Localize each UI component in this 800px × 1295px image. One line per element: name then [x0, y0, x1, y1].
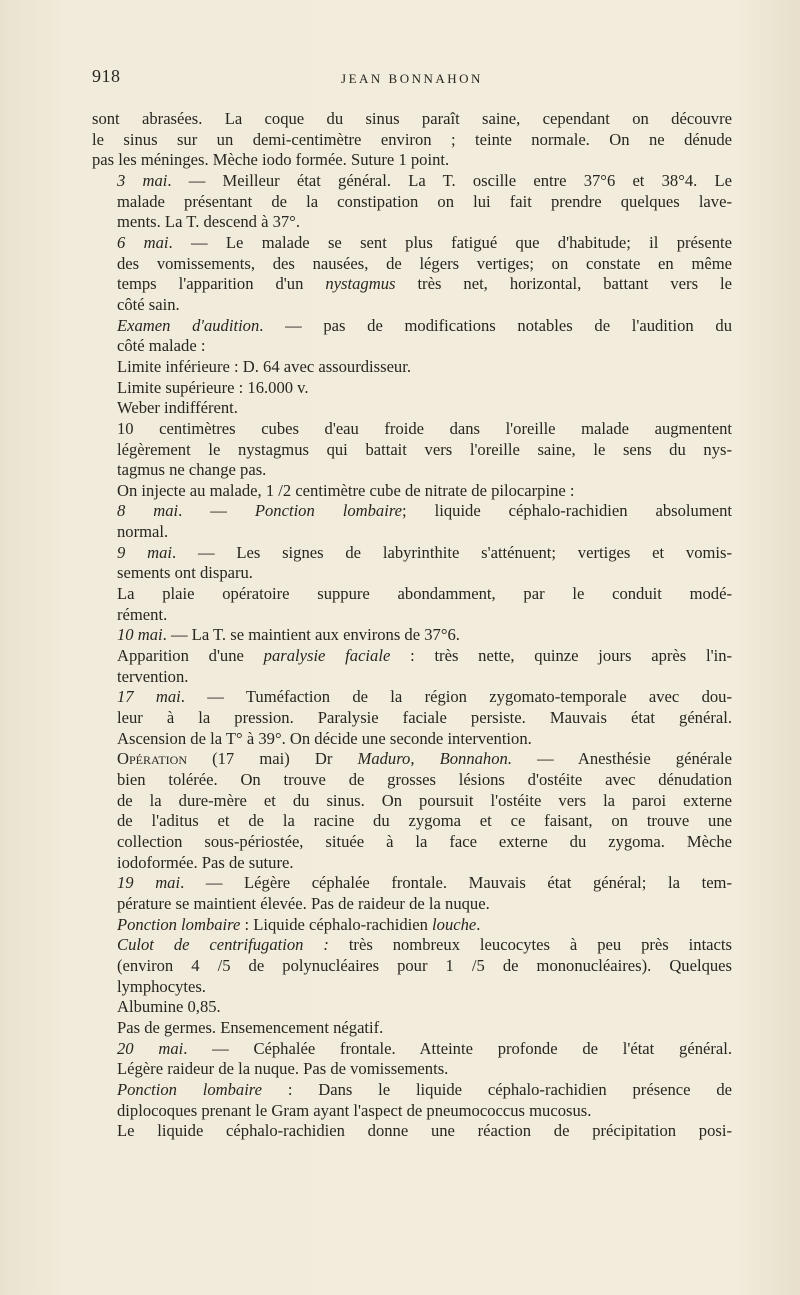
text-line: Weber indifférent. — [117, 398, 238, 418]
paragraph — [92, 1080, 732, 1121]
page-number: 918 — [92, 66, 121, 86]
text-line: Légère raideur de la nuque. Pas de vomissements. — [117, 1059, 449, 1079]
paragraph — [92, 873, 732, 914]
paragraph — [92, 1121, 732, 1142]
text-line: côté malade : — [117, 336, 206, 356]
text-line: 3 mai. — Meilleur état général. La T. oscille entre 37°6 et 38°4. Le — [117, 170, 732, 190]
text-line: diplocoques prenant le Gram ayant l'aspect de pneumococcus mucosus. — [117, 1100, 592, 1120]
text-line: normal. — [117, 522, 169, 542]
paragraph — [92, 935, 732, 997]
running-head: JEAN BONNAHON — [341, 71, 483, 86]
paragraph — [92, 481, 732, 502]
paragraph — [92, 1018, 732, 1039]
paragraph — [92, 1039, 732, 1080]
paragraph — [92, 584, 732, 625]
text-line: Culot de centrifugation : très nombreux leucocytes à peu près intacts — [117, 935, 732, 955]
text-line: 6 mai. — Le malade se sent plus fatigué que d'habitude; il présente — [117, 232, 732, 252]
paragraph — [92, 687, 732, 749]
paragraph — [92, 501, 732, 542]
text-line: Ascension de la T° à 39°. On décide une seconde intervention. — [117, 728, 532, 748]
text-line: Ponction lombaire : Dans le liquide céphalo-rachidien présence de — [117, 1079, 733, 1099]
text-line: On injecte au malade, 1 /2 centimètre cube de nitrate de pilocarpine : — [117, 480, 575, 500]
text-line: Examen d'audition. — pas de modifications notables de l'audition du — [117, 315, 732, 335]
paragraph — [92, 316, 732, 357]
text-line: Albumine 0,85. — [117, 997, 221, 1017]
paragraph — [92, 171, 732, 233]
text-line: Limite supérieure : 16.000 v. — [117, 377, 309, 397]
page-header — [92, 66, 732, 90]
text-line: Pas de germes. Ensemencement négatif. — [117, 1017, 384, 1037]
text-line: rément. — [117, 604, 168, 624]
text-line: de l'aditus et de la racine du zygoma et ce faisant, on trouve une — [117, 811, 732, 831]
text-line: sont abrasées. La coque du sinus paraît saine, cependant on découvre — [92, 109, 732, 128]
paragraph — [92, 749, 732, 873]
text-line: 19 mai. — Légère céphalée frontale. Mauvais état général; la tem- — [117, 873, 732, 893]
text-line: légèrement le nystagmus qui battait vers l'oreille saine, le sens du nys- — [117, 439, 732, 459]
text-line: Ponction lombaire : Liquide céphalo-rachidien louche. — [117, 914, 481, 934]
text-line: des vomissements, des nausées, de légers vertiges; on constate en même — [117, 253, 732, 273]
paragraph — [92, 915, 732, 936]
paragraph — [92, 997, 732, 1018]
text-line: 8 mai. — Ponction lombaire; liquide céphalo-rachidien absolument — [117, 501, 733, 521]
paragraph — [92, 109, 732, 171]
text-line: La plaie opératoire suppure abondamment, par le conduit modé- — [117, 584, 732, 604]
text-line: leur à la pression. Paralysie faciale persiste. Mauvais état général. — [117, 708, 732, 728]
text-line: collection sous-périostée, située à la face externe du zygoma. Mèche — [117, 831, 732, 851]
text-line: Apparition d'une paralysie faciale : très nette, quinze jours après l'in- — [117, 646, 733, 666]
text-line: Limite inférieure : D. 64 avec assourdisseur. — [117, 356, 411, 376]
text-line: de la dure-mère et du sinus. On poursuit l'ostéite vers la paroi externe — [117, 790, 732, 810]
text-line: temps l'apparition d'un nystagmus très net, horizontal, battant vers le — [117, 274, 733, 294]
text-line: tervention. — [117, 666, 189, 686]
text-line: iodoformée. Pas de suture. — [117, 852, 294, 872]
paragraph — [92, 625, 732, 646]
paragraph — [92, 233, 732, 316]
text-line: malade présentant de la constipation on lui fait prendre quelques lave- — [117, 191, 732, 211]
text-line: lymphocytes. — [117, 976, 206, 996]
text-line: bien tolérée. On trouve de grosses lésions d'ostéite avec dénudation — [117, 770, 732, 789]
text-line: 9 mai. — Les signes de labyrinthite s'atténuent; vertiges et vomis- — [117, 542, 733, 562]
text-line: côté sain. — [117, 294, 180, 314]
text-line: 20 mai. — Céphalée frontale. Atteinte profonde de l'état général. — [117, 1038, 733, 1058]
body-text — [92, 109, 732, 1142]
paragraph — [92, 378, 732, 399]
text-line: sements ont disparu. — [117, 563, 253, 583]
text-line: ments. La T. descend à 37°. — [117, 212, 300, 232]
text-line: Opération (17 mai) Dr Maduro, Bonnahon. — Anesthésie générale — [117, 749, 733, 769]
paragraph — [92, 398, 732, 419]
text-line: tagmus ne change pas. — [117, 460, 267, 480]
text-line: (environ 4 /5 de polynucléaires pour 1 /5 de mononucléaires). Quelques — [117, 955, 732, 975]
paragraph — [92, 419, 732, 481]
text-line: pérature se maintient élevée. Pas de raideur de la nuque. — [117, 893, 490, 913]
paragraph — [92, 357, 732, 378]
text-line: Le liquide céphalo-rachidien donne une réaction de précipitation posi- — [117, 1121, 732, 1141]
paragraph — [92, 543, 732, 584]
text-line: pas les méninges. Mèche iodo formée. Suture 1 point. — [92, 150, 450, 170]
text-line: 17 mai. — Tuméfaction de la région zygomato-temporale avec dou- — [117, 687, 732, 707]
paragraph — [92, 646, 732, 687]
text-line: 10 mai. — La T. se maintient aux environs de 37°6. — [117, 625, 460, 645]
text-line: le sinus sur un demi-centimètre environ ; teinte normale. On ne dénude — [92, 129, 732, 149]
text-line: 10 centimètres cubes d'eau froide dans l'oreille malade augmentent — [117, 418, 732, 438]
